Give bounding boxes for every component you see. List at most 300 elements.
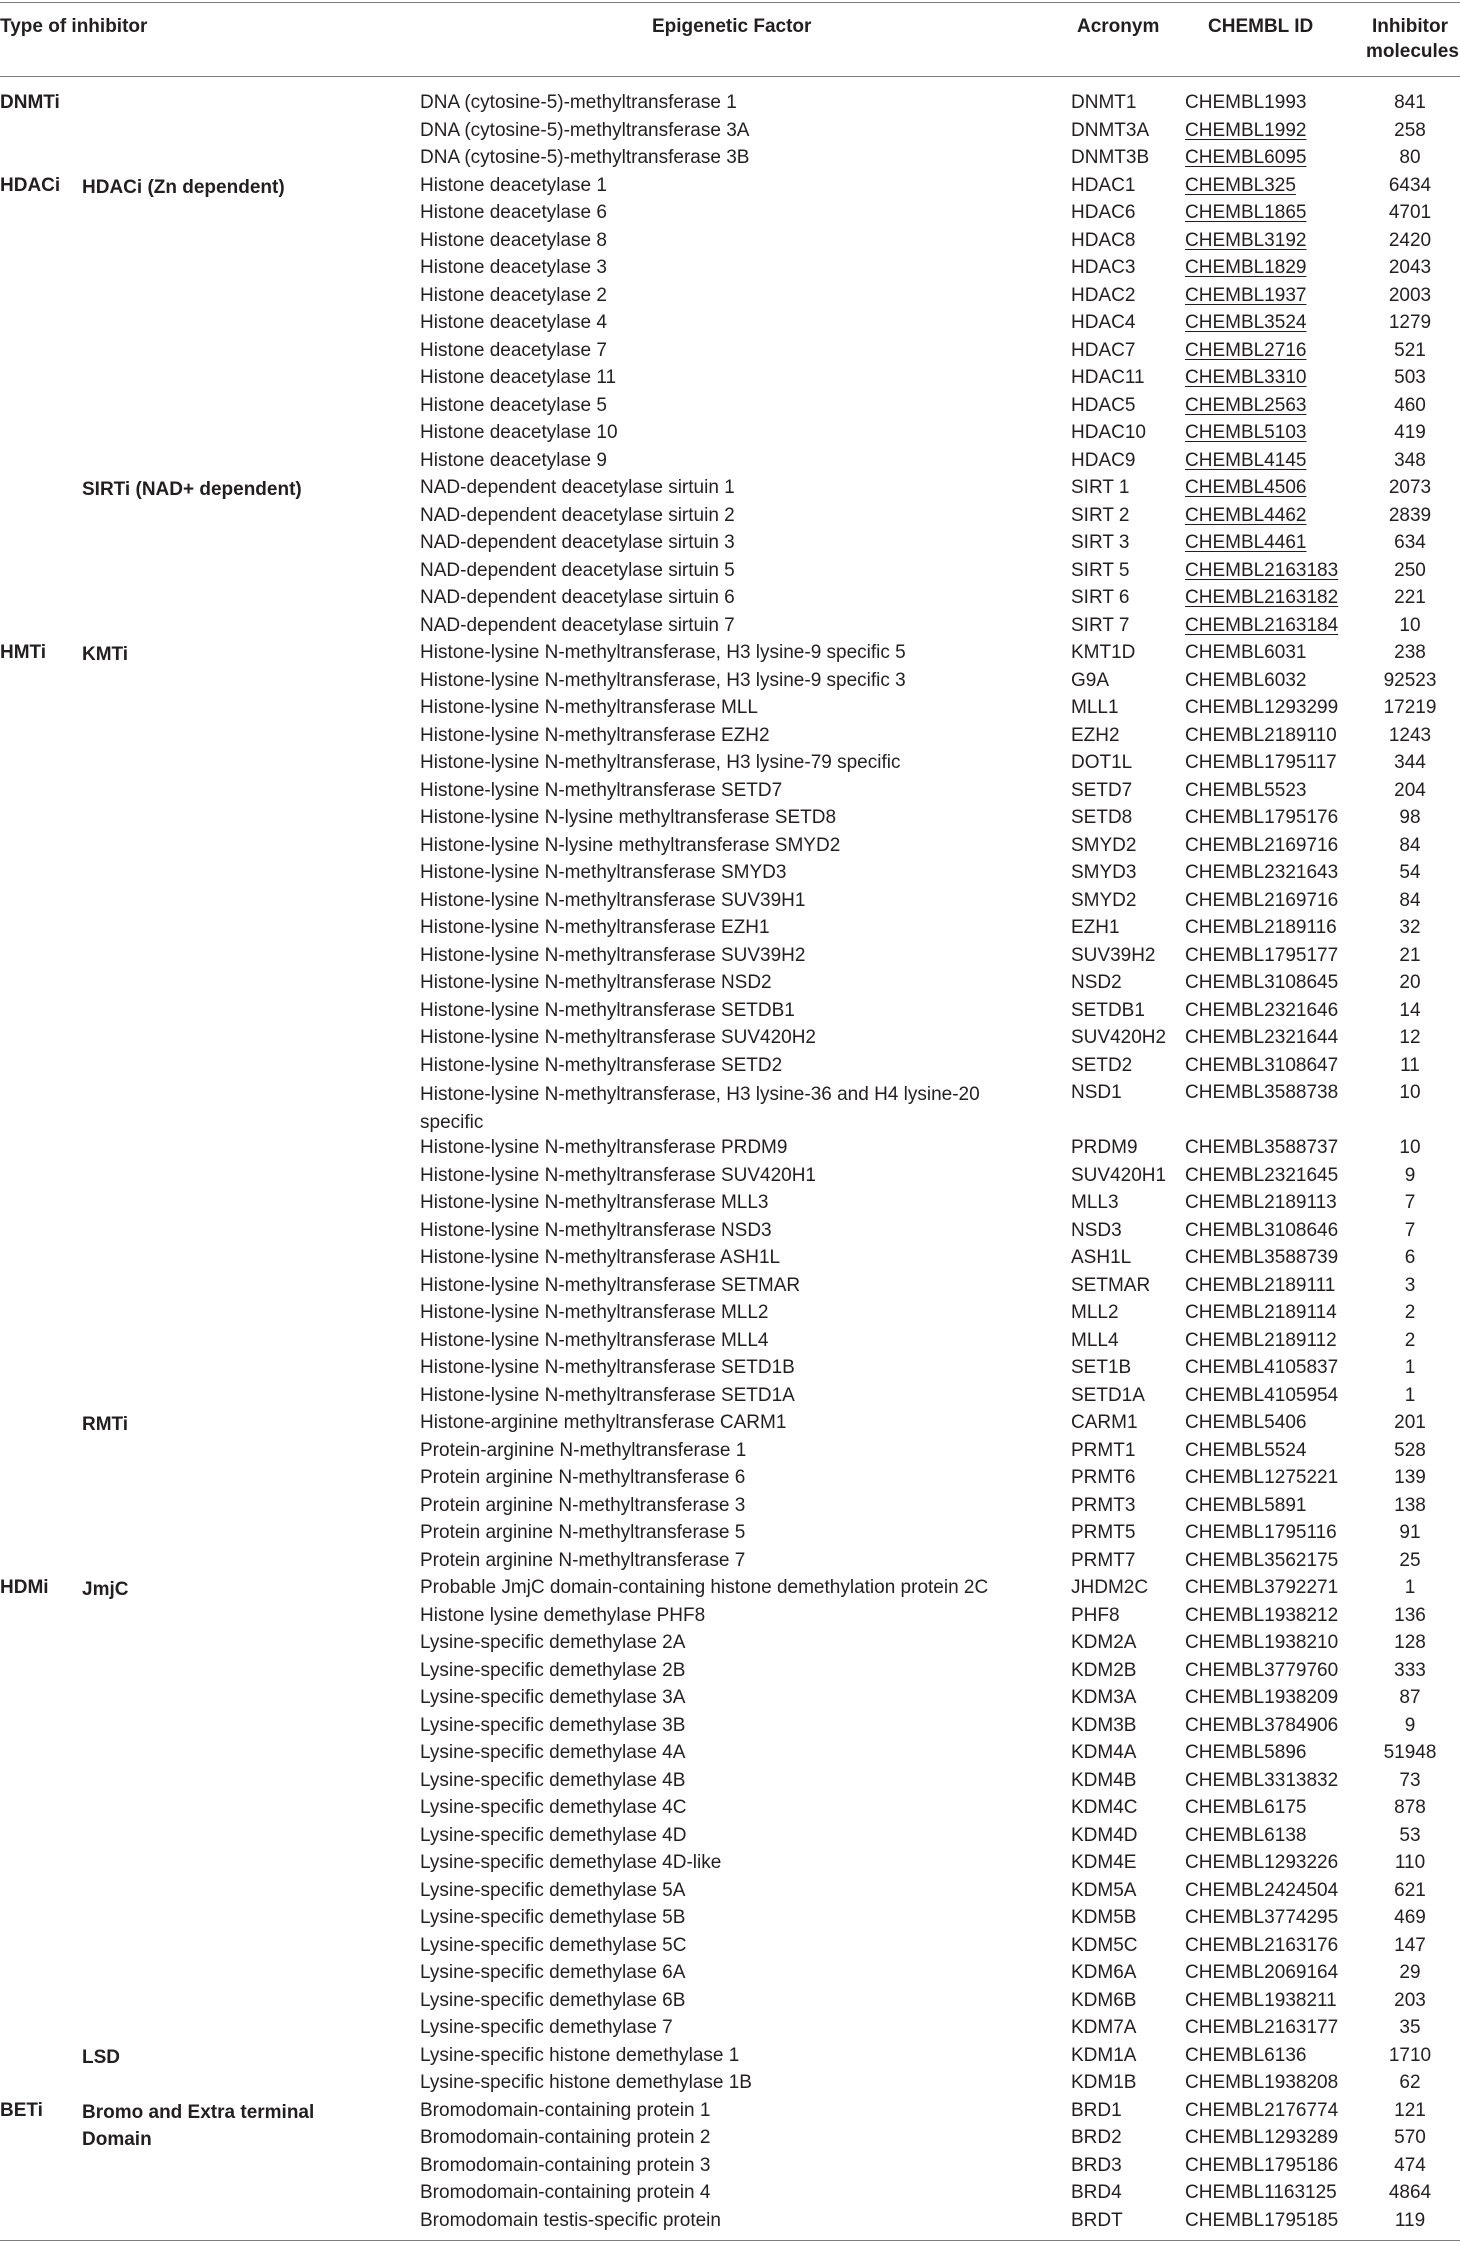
table-row: [0, 364, 1460, 392]
acronym-cell: KDM7A: [1071, 2017, 1137, 2038]
epigenetic-factor-cell: Histone deacetylase 3: [420, 257, 607, 278]
table-row: [0, 1877, 1460, 1905]
header-chembl-id: CHEMBL ID: [1208, 16, 1314, 37]
chembl-id-cell[interactable]: CHEMBL2163182: [1185, 587, 1339, 608]
epigenetic-factor-cell: Histone-lysine N-methyltransferase SUV420H1: [420, 1164, 816, 1186]
acronym-cell: KDM1B: [1071, 2072, 1137, 2093]
table-row: [0, 1437, 1460, 1465]
acronym-cell: KMT1D: [1071, 642, 1136, 663]
table-row: [0, 1299, 1460, 1327]
acronym-cell: BRD4: [1071, 2182, 1122, 2203]
table-row: [0, 942, 1460, 970]
table-row: [0, 1657, 1460, 1685]
header-inhibitor-molecules-line1: Inhibitor: [1372, 16, 1448, 37]
epigenetic-factor-cell: Histone lysine demethylase PHF8: [420, 1604, 706, 1626]
chembl-id-cell[interactable]: CHEMBL5103: [1185, 422, 1307, 443]
inhibitor-molecules-cell: 2003: [1388, 284, 1432, 306]
acronym-cell: CARM1: [1071, 1412, 1138, 1433]
table-row: [0, 1354, 1460, 1382]
acronym-cell: HDAC1: [1071, 174, 1136, 196]
table-row: [0, 1244, 1460, 1272]
inhibitor-subtype-cell: LSD: [82, 2046, 120, 2068]
epigenetic-factor-cell: Lysine-specific demethylase 5B: [420, 1907, 686, 1928]
inhibitor-molecules-cell: 10: [1399, 1082, 1421, 1103]
inhibitor-molecules-cell: 53: [1399, 1824, 1421, 1846]
epigenetic-factor-cell: Histone-lysine N-methyltransferase SUV39H2: [420, 944, 806, 966]
epigenetic-factor-cell: Lysine-specific demethylase 4D-like: [420, 1852, 722, 1873]
acronym-cell: JHDM2C: [1071, 1577, 1149, 1598]
inhibitor-molecules-cell: 4701: [1388, 202, 1432, 223]
table-row: [0, 1547, 1460, 1575]
chembl-id-cell: CHEMBL1795116: [1185, 1522, 1337, 1543]
epigenetic-factor-cell: Protein arginine N-methyltransferase 3: [420, 1494, 746, 1516]
acronym-cell: KDM4D: [1071, 1824, 1138, 1846]
chembl-id-cell: CHEMBL1795117: [1185, 752, 1337, 773]
inhibitor-molecules-cell: 25: [1399, 1549, 1421, 1571]
chembl-id-cell: CHEMBL1795177: [1185, 944, 1339, 966]
chembl-id-cell: CHEMBL1938209: [1185, 1687, 1339, 1708]
acronym-cell: HDAC6: [1071, 202, 1136, 223]
epigenetic-factor-cell: Histone-lysine N-methyltransferase PRDM9: [420, 1137, 788, 1158]
table-row: [0, 474, 1460, 502]
inhibitor-subtype-cell: JmjC: [82, 1579, 129, 1600]
epigenetic-factor-cell: Protein arginine N-methyltransferase 7: [420, 1549, 746, 1571]
chembl-id-cell: CHEMBL2321643: [1185, 862, 1339, 883]
table-row: [0, 144, 1460, 172]
acronym-cell: SMYD2: [1071, 834, 1137, 856]
acronym-cell: PRMT7: [1071, 1549, 1136, 1571]
table-row: [0, 199, 1460, 227]
chembl-id-cell: CHEMBL2189114: [1185, 1302, 1337, 1323]
table-row: [0, 1767, 1460, 1795]
epigenetic-factor-cell: Lysine-specific demethylase 5C: [420, 1934, 687, 1956]
table-row: [0, 1684, 1460, 1712]
chembl-id-cell: CHEMBL1275221: [1185, 1467, 1339, 1488]
acronym-cell: PRMT1: [1071, 1439, 1136, 1461]
epigenetic-factor-cell: Protein arginine N-methyltransferase 6: [420, 1467, 746, 1488]
table-row: [0, 419, 1460, 447]
table-row: [0, 1327, 1460, 1355]
table-row: [0, 612, 1460, 640]
acronym-cell: SETD1A: [1071, 1384, 1145, 1406]
chembl-id-cell[interactable]: CHEMBL1865: [1185, 202, 1307, 223]
table-row: [0, 309, 1460, 337]
table-row: [0, 282, 1460, 310]
chembl-id-cell[interactable]: CHEMBL6095: [1185, 147, 1307, 168]
acronym-cell: NSD3: [1071, 1219, 1122, 1241]
chembl-id-cell: CHEMBL5891: [1185, 1494, 1307, 1516]
acronym-cell: BRDT: [1071, 2209, 1123, 2231]
table-row: [0, 584, 1460, 612]
epigenetic-factor-cell: Lysine-specific demethylase 4C: [420, 1797, 687, 1818]
type-of-inhibitor-cell: BETi: [0, 2099, 43, 2121]
table-row: [0, 1629, 1460, 1657]
table-row: [0, 1024, 1460, 1052]
table-row: [0, 777, 1460, 805]
epigenetic-factor-cell: Lysine-specific demethylase 7: [420, 2017, 673, 2038]
table-row: [0, 2179, 1460, 2207]
chembl-id-cell[interactable]: CHEMBL2563: [1185, 394, 1307, 416]
chembl-id-cell[interactable]: CHEMBL1829: [1185, 257, 1307, 278]
acronym-cell: PRMT5: [1071, 1522, 1136, 1543]
acronym-cell: SMYD3: [1071, 862, 1137, 883]
acronym-cell: HDAC7: [1071, 339, 1136, 361]
table-row: [0, 1189, 1460, 1217]
epigenetic-factor-cell: NAD-dependent deacetylase sirtuin 1: [420, 477, 735, 498]
epigenetic-factor-cell: Histone deacetylase 7: [420, 339, 607, 361]
acronym-cell: G9A: [1071, 669, 1110, 691]
inhibitor-molecules-cell: 11: [1400, 1054, 1420, 1076]
inhibitor-molecules-cell: 419: [1394, 422, 1426, 443]
epigenetic-factor-cell: Histone-lysine N-methyltransferase, H3 lysine-9 specific 3: [420, 669, 906, 691]
table-row: [0, 1464, 1460, 1492]
chembl-id-cell: CHEMBL2069164: [1185, 1962, 1339, 1983]
acronym-cell: SIRT 3: [1071, 532, 1130, 553]
epigenetic-factor-cell: Lysine-specific demethylase 4D: [420, 1824, 687, 1846]
table-row: [0, 749, 1460, 777]
chembl-id-cell: CHEMBL5523: [1185, 779, 1307, 801]
epigenetic-factor-cell: Histone-lysine N-methyltransferase, H3 lysine-36 and H4 lysine-20 specific: [420, 1084, 980, 1133]
table-row: [0, 832, 1460, 860]
table-row: [0, 1932, 1460, 1960]
chembl-id-cell: CHEMBL1795176: [1185, 807, 1339, 828]
chembl-id-cell: CHEMBL2176774: [1185, 2099, 1339, 2121]
table-row: [0, 557, 1460, 585]
type-of-inhibitor-cell: DNMTi: [0, 92, 60, 113]
table-row: [0, 1794, 1460, 1822]
chembl-id-cell: CHEMBL6031: [1185, 642, 1307, 663]
inhibitor-molecules-cell: 4864: [1388, 2182, 1432, 2203]
epigenetic-factor-cell: Lysine-specific demethylase 2B: [420, 1659, 686, 1681]
chembl-id-cell: CHEMBL1163125: [1185, 2182, 1337, 2203]
chembl-id-cell: CHEMBL1938210: [1185, 1632, 1339, 1653]
acronym-cell: PRDM9: [1071, 1137, 1138, 1158]
table-row: [0, 667, 1460, 695]
inhibitor-molecules-cell: 128: [1394, 1632, 1426, 1653]
inhibitor-molecules-cell: 634: [1394, 532, 1426, 553]
chembl-id-cell[interactable]: CHEMBL325: [1185, 174, 1296, 196]
chembl-id-cell: CHEMBL3774295: [1185, 1907, 1339, 1928]
epigenetic-factor-cell: Histone-lysine N-methyltransferase, H3 lysine-9 specific 5: [420, 642, 906, 663]
epigenetic-factor-cell: Histone-lysine N-methyltransferase SETD7: [420, 779, 783, 801]
inhibitor-molecules-cell: 136: [1394, 1604, 1426, 1626]
chembl-id-cell[interactable]: CHEMBL4145: [1185, 449, 1307, 471]
epigenetic-factor-cell: Histone-lysine N-methyltransferase ASH1L: [420, 1247, 781, 1268]
acronym-cell: HDAC9: [1071, 449, 1136, 471]
inhibitor-molecules-cell: 10: [1399, 1137, 1421, 1158]
epigenetic-factor-cell: Bromodomain-containing protein 1: [420, 2099, 711, 2121]
acronym-cell: HDAC10: [1071, 422, 1146, 443]
epigenetic-factor-cell: Histone-lysine N-methyltransferase SETDB1: [420, 999, 795, 1021]
chembl-id-cell[interactable]: CHEMBL1992: [1185, 119, 1307, 141]
chembl-id-cell[interactable]: CHEMBL2716: [1185, 339, 1307, 361]
chembl-id-cell: CHEMBL1795185: [1185, 2209, 1339, 2231]
epigenetic-factor-cell: Lysine-specific demethylase 2A: [420, 1632, 686, 1653]
epigenetic-factor-cell: Histone-lysine N-methyltransferase NSD3: [420, 1219, 772, 1241]
chembl-id-cell: CHEMBL2321645: [1185, 1164, 1339, 1186]
table-row: [0, 1162, 1460, 1190]
epigenetic-factor-cell: Lysine-specific demethylase 6A: [420, 1962, 686, 1983]
epigenetic-factor-cell: Histone-lysine N-methyltransferase SETMAR: [420, 1274, 801, 1296]
epigenetic-factor-cell: Lysine-specific demethylase 4A: [420, 1742, 686, 1763]
acronym-cell: KDM4A: [1071, 1742, 1137, 1763]
chembl-id-cell: CHEMBL3784906: [1185, 1714, 1339, 1736]
acronym-cell: KDM4B: [1071, 1769, 1137, 1791]
chembl-id-cell: CHEMBL1938208: [1185, 2072, 1339, 2093]
acronym-cell: ASH1L: [1071, 1247, 1132, 1268]
chembl-id-cell: CHEMBL1795186: [1185, 2154, 1339, 2176]
chembl-id-cell: CHEMBL2169716: [1185, 889, 1339, 911]
epigenetic-factor-cell: Histone-lysine N-methyltransferase SETD1B: [420, 1357, 795, 1378]
inhibitor-molecules-cell: 570: [1394, 2127, 1426, 2148]
inhibitor-molecules-cell: 21: [1399, 944, 1421, 966]
acronym-cell: SETD8: [1071, 807, 1133, 828]
inhibitor-molecules-cell: 841: [1394, 92, 1426, 113]
inhibitor-molecules-cell: 6: [1404, 1247, 1416, 1268]
epigenetic-factor-cell: Lysine-specific histone demethylase 1: [420, 2044, 740, 2066]
acronym-cell: KDM1A: [1071, 2044, 1137, 2066]
inhibitor-molecules-cell: 1279: [1388, 312, 1432, 333]
inhibitor-molecules-cell: 12: [1399, 1027, 1421, 1048]
inhibitor-molecules-cell: 119: [1394, 2209, 1426, 2231]
inhibitor-molecules-cell: 62: [1399, 2072, 1421, 2093]
table-row: [0, 1134, 1460, 1162]
epigenetic-factor-cell: Histone deacetylase 1: [420, 174, 607, 196]
inhibitor-molecules-cell: 250: [1394, 559, 1426, 581]
table-row: [0, 1574, 1460, 1602]
epigenetic-factor-cell: NAD-dependent deacetylase sirtuin 3: [420, 532, 735, 553]
acronym-cell: NSD1: [1071, 1082, 1122, 1103]
inhibitor-molecules-cell: 7: [1404, 1219, 1416, 1241]
table-row: [0, 887, 1460, 915]
epigenetic-factor-cell: Protein-arginine N-methyltransferase 1: [420, 1439, 747, 1461]
inhibitor-molecules-cell: 73: [1399, 1769, 1421, 1791]
inhibitor-subtype-cell: HDACi (Zn dependent): [82, 176, 285, 198]
chembl-id-cell: CHEMBL2189112: [1185, 1329, 1337, 1351]
inhibitor-subtype-cell: RMTi: [82, 1414, 129, 1435]
inhibitor-molecules-cell: 139: [1394, 1467, 1426, 1488]
epigenetic-factor-cell: NAD-dependent deacetylase sirtuin 2: [420, 504, 735, 526]
inhibitor-molecules-cell: 92523: [1383, 669, 1437, 691]
chembl-id-cell[interactable]: CHEMBL1937: [1185, 284, 1307, 306]
inhibitor-molecules-cell: 6434: [1388, 174, 1432, 196]
table-row: [0, 2042, 1460, 2070]
inhibitor-molecules-cell: 84: [1399, 889, 1421, 911]
acronym-cell: KDM6B: [1071, 1989, 1137, 2011]
inhibitor-subtype-cell: KMTi: [82, 644, 129, 665]
chembl-id-cell: CHEMBL1938211: [1185, 1989, 1337, 2011]
chembl-id-cell[interactable]: CHEMBL3524: [1185, 312, 1307, 333]
table-row: [0, 337, 1460, 365]
table-row: [0, 2069, 1460, 2097]
inhibitor-molecules-cell: 204: [1394, 779, 1426, 801]
inhibitor-molecules-cell: 91: [1399, 1522, 1421, 1543]
acronym-cell: MLL3: [1071, 1192, 1119, 1213]
chembl-id-cell: CHEMBL5406: [1185, 1412, 1307, 1433]
inhibitor-molecules-cell: 110: [1394, 1852, 1426, 1873]
epigenetic-factor-cell: Histone deacetylase 2: [420, 284, 607, 306]
inhibitor-molecules-cell: 20: [1399, 972, 1421, 993]
inhibitor-molecules-cell: 2: [1404, 1302, 1416, 1323]
table-row: [0, 1712, 1460, 1740]
chembl-id-cell[interactable]: CHEMBL2163184: [1185, 614, 1339, 636]
inhibitor-molecules-cell: 469: [1394, 1907, 1426, 1928]
inhibitor-subtype-cell: SIRTi (NAD+ dependent): [82, 479, 302, 500]
acronym-cell: SETDB1: [1071, 999, 1145, 1021]
table-row: [0, 1959, 1460, 1987]
acronym-cell: BRD3: [1071, 2154, 1122, 2176]
chembl-id-cell: CHEMBL3792271: [1185, 1577, 1339, 1598]
table-row: [0, 1492, 1460, 1520]
table-row: [0, 694, 1460, 722]
acronym-cell: KDM5C: [1071, 1934, 1138, 1956]
chembl-id-cell: CHEMBL1293226: [1185, 1852, 1339, 1873]
chembl-id-cell[interactable]: CHEMBL4462: [1185, 504, 1307, 526]
acronym-cell: SUV420H1: [1071, 1164, 1167, 1186]
chembl-id-cell: CHEMBL2189113: [1185, 1192, 1337, 1213]
inhibitor-molecules-cell: 9: [1404, 1714, 1416, 1736]
inhibitor-molecules-cell: 1243: [1388, 724, 1432, 746]
epigenetic-factor-cell: Lysine-specific demethylase 3A: [420, 1687, 686, 1708]
epigenetic-factor-cell: Histone-lysine N-methyltransferase MLL3: [420, 1192, 769, 1213]
acronym-cell: SETMAR: [1071, 1274, 1151, 1296]
inhibitor-molecules-cell: 258: [1394, 119, 1426, 141]
inhibitor-molecules-cell: 474: [1394, 2154, 1426, 2176]
inhibitor-molecules-cell: 14: [1399, 999, 1421, 1021]
table-row: [0, 254, 1460, 282]
acronym-cell: DOT1L: [1071, 752, 1133, 773]
epigenetic-factor-cell: Lysine-specific demethylase 6B: [420, 1989, 686, 2011]
acronym-cell: SETD7: [1071, 779, 1133, 801]
inhibitor-molecules-cell: 221: [1394, 587, 1426, 608]
epigenetic-factor-cell: NAD-dependent deacetylase sirtuin 7: [420, 614, 735, 636]
acronym-cell: DNMT1: [1071, 92, 1137, 113]
table-row: [0, 722, 1460, 750]
inhibitor-molecules-cell: 1: [1404, 1384, 1416, 1406]
table-row: [0, 1739, 1460, 1767]
chembl-id-cell: CHEMBL1293289: [1185, 2127, 1339, 2148]
table-row: [0, 1409, 1460, 1437]
epigenetic-factor-cell: DNA (cytosine-5)-methyltransferase 3A: [420, 119, 750, 141]
epigenetic-factor-cell: Lysine-specific demethylase 5A: [420, 1879, 686, 1901]
acronym-cell: MLL1: [1071, 697, 1119, 718]
inhibitor-molecules-cell: 35: [1399, 2017, 1421, 2038]
table-row: [0, 1217, 1460, 1245]
inhibitor-molecules-cell: 201: [1394, 1412, 1426, 1433]
header-epigenetic-factor: Epigenetic Factor: [652, 16, 812, 37]
epigenetic-factor-cell: Histone deacetylase 9: [420, 449, 607, 471]
epigenetic-factor-cell: DNA (cytosine-5)-methyltransferase 3B: [420, 147, 750, 168]
acronym-cell: KDM3A: [1071, 1687, 1137, 1708]
epigenetic-factor-cell: NAD-dependent deacetylase sirtuin 6: [420, 587, 735, 608]
epigenetic-factor-cell: Histone deacetylase 4: [420, 312, 607, 333]
acronym-cell: SMYD2: [1071, 889, 1137, 911]
epigenetic-factor-cell: Histone-lysine N-methyltransferase SUV39H1: [420, 889, 806, 911]
chembl-id-cell: CHEMBL3108646: [1185, 1219, 1339, 1241]
epigenetic-factor-cell: Bromodomain-containing protein 3: [420, 2154, 711, 2176]
epigenetic-factor-cell: Histone-lysine N-methyltransferase MLL4: [420, 1329, 769, 1351]
table-row: [0, 1079, 1460, 1133]
type-of-inhibitor-cell: HDMi: [0, 1577, 49, 1598]
acronym-cell: KDM4C: [1071, 1797, 1138, 1818]
inhibitor-molecules-cell: 2073: [1388, 477, 1432, 498]
epigenetic-factor-cell: Histone-lysine N-methyltransferase SETD1A: [420, 1384, 795, 1406]
chembl-id-cell[interactable]: CHEMBL4461: [1185, 532, 1307, 553]
table-row: [0, 89, 1460, 117]
acronym-cell: MLL4: [1071, 1329, 1119, 1351]
header-bottom-rule: [0, 76, 1460, 77]
acronym-cell: SIRT 1: [1071, 477, 1130, 498]
chembl-id-cell: CHEMBL6138: [1185, 1824, 1307, 1846]
chembl-id-cell: CHEMBL1993: [1185, 92, 1307, 113]
chembl-id-cell[interactable]: CHEMBL4506: [1185, 477, 1307, 498]
acronym-cell: KDM3B: [1071, 1714, 1137, 1736]
chembl-id-cell: CHEMBL2189116: [1185, 917, 1337, 938]
header-inhibitor-molecules-line2: molecules: [1366, 41, 1459, 62]
table-row: [0, 914, 1460, 942]
epigenetic-factor-cell: Histone deacetylase 10: [420, 422, 618, 443]
acronym-cell: KDM5B: [1071, 1907, 1137, 1928]
acronym-cell: HDAC3: [1071, 257, 1136, 278]
inhibitor-molecules-cell: 1710: [1388, 2044, 1432, 2066]
inhibitor-molecules-cell: 17219: [1383, 697, 1437, 718]
epigenetic-factor-cell: DNA (cytosine-5)-methyltransferase 1: [420, 92, 737, 113]
acronym-cell: BRD1: [1071, 2099, 1122, 2121]
inhibitor-molecules-cell: 333: [1394, 1659, 1426, 1681]
inhibitor-molecules-cell: 344: [1394, 752, 1426, 773]
chembl-id-cell: CHEMBL4105954: [1185, 1384, 1339, 1406]
inhibitor-molecules-cell: 2: [1404, 1329, 1416, 1351]
chembl-id-cell[interactable]: CHEMBL3310: [1185, 367, 1307, 388]
acronym-cell: HDAC2: [1071, 284, 1136, 306]
inhibitor-molecules-cell: 1: [1404, 1357, 1416, 1378]
table-row: [0, 859, 1460, 887]
inhibitor-molecules-cell: 54: [1399, 862, 1421, 883]
table-row: [0, 969, 1460, 997]
chembl-id-cell: CHEMBL3108647: [1185, 1054, 1339, 1076]
chembl-id-cell: CHEMBL2189110: [1185, 724, 1337, 746]
epigenetic-factor-cell: Histone-arginine methyltransferase CARM1: [420, 1412, 787, 1433]
inhibitor-molecules-cell: 121: [1394, 2099, 1426, 2121]
acronym-cell: SIRT 2: [1071, 504, 1130, 526]
acronym-cell: HDAC4: [1071, 312, 1136, 333]
inhibitor-molecules-cell: 98: [1399, 807, 1421, 828]
chembl-id-cell: CHEMBL3108645: [1185, 972, 1339, 993]
chembl-id-cell: CHEMBL3313832: [1185, 1769, 1339, 1791]
inhibitor-molecules-cell: 1: [1404, 1577, 1416, 1598]
chembl-id-cell[interactable]: CHEMBL3192: [1185, 229, 1307, 251]
header-acronym: Acronym: [1077, 16, 1160, 37]
chembl-id-cell[interactable]: CHEMBL2163183: [1185, 559, 1339, 581]
epigenetic-factor-cell: Histone-lysine N-methyltransferase MLL: [420, 697, 758, 718]
epigenetic-factor-cell: Histone-lysine N-methyltransferase EZH2: [420, 724, 770, 746]
table-row: [0, 392, 1460, 420]
epigenetic-factor-cell: Histone deacetylase 5: [420, 394, 607, 416]
epigenetic-factor-cell: Histone-lysine N-methyltransferase MLL2: [420, 1302, 769, 1323]
table-row: [0, 1519, 1460, 1547]
epigenetic-factor-cell: Histone-lysine N-methyltransferase SETD2: [420, 1054, 783, 1076]
epigenetic-factor-cell: Histone deacetylase 8: [420, 229, 607, 251]
inhibitor-molecules-cell: 503: [1394, 367, 1426, 388]
inhibitor-molecules-cell: 10: [1399, 614, 1421, 636]
table-row: [0, 2152, 1460, 2180]
inhibitor-molecules-cell: 9: [1404, 1164, 1416, 1186]
type-of-inhibitor-cell: HDACi: [0, 174, 61, 196]
table-row: [0, 172, 1460, 200]
inhibitor-molecules-cell: 621: [1394, 1879, 1426, 1901]
acronym-cell: EZH1: [1071, 917, 1120, 938]
inhibitor-molecules-cell: 80: [1399, 147, 1421, 168]
